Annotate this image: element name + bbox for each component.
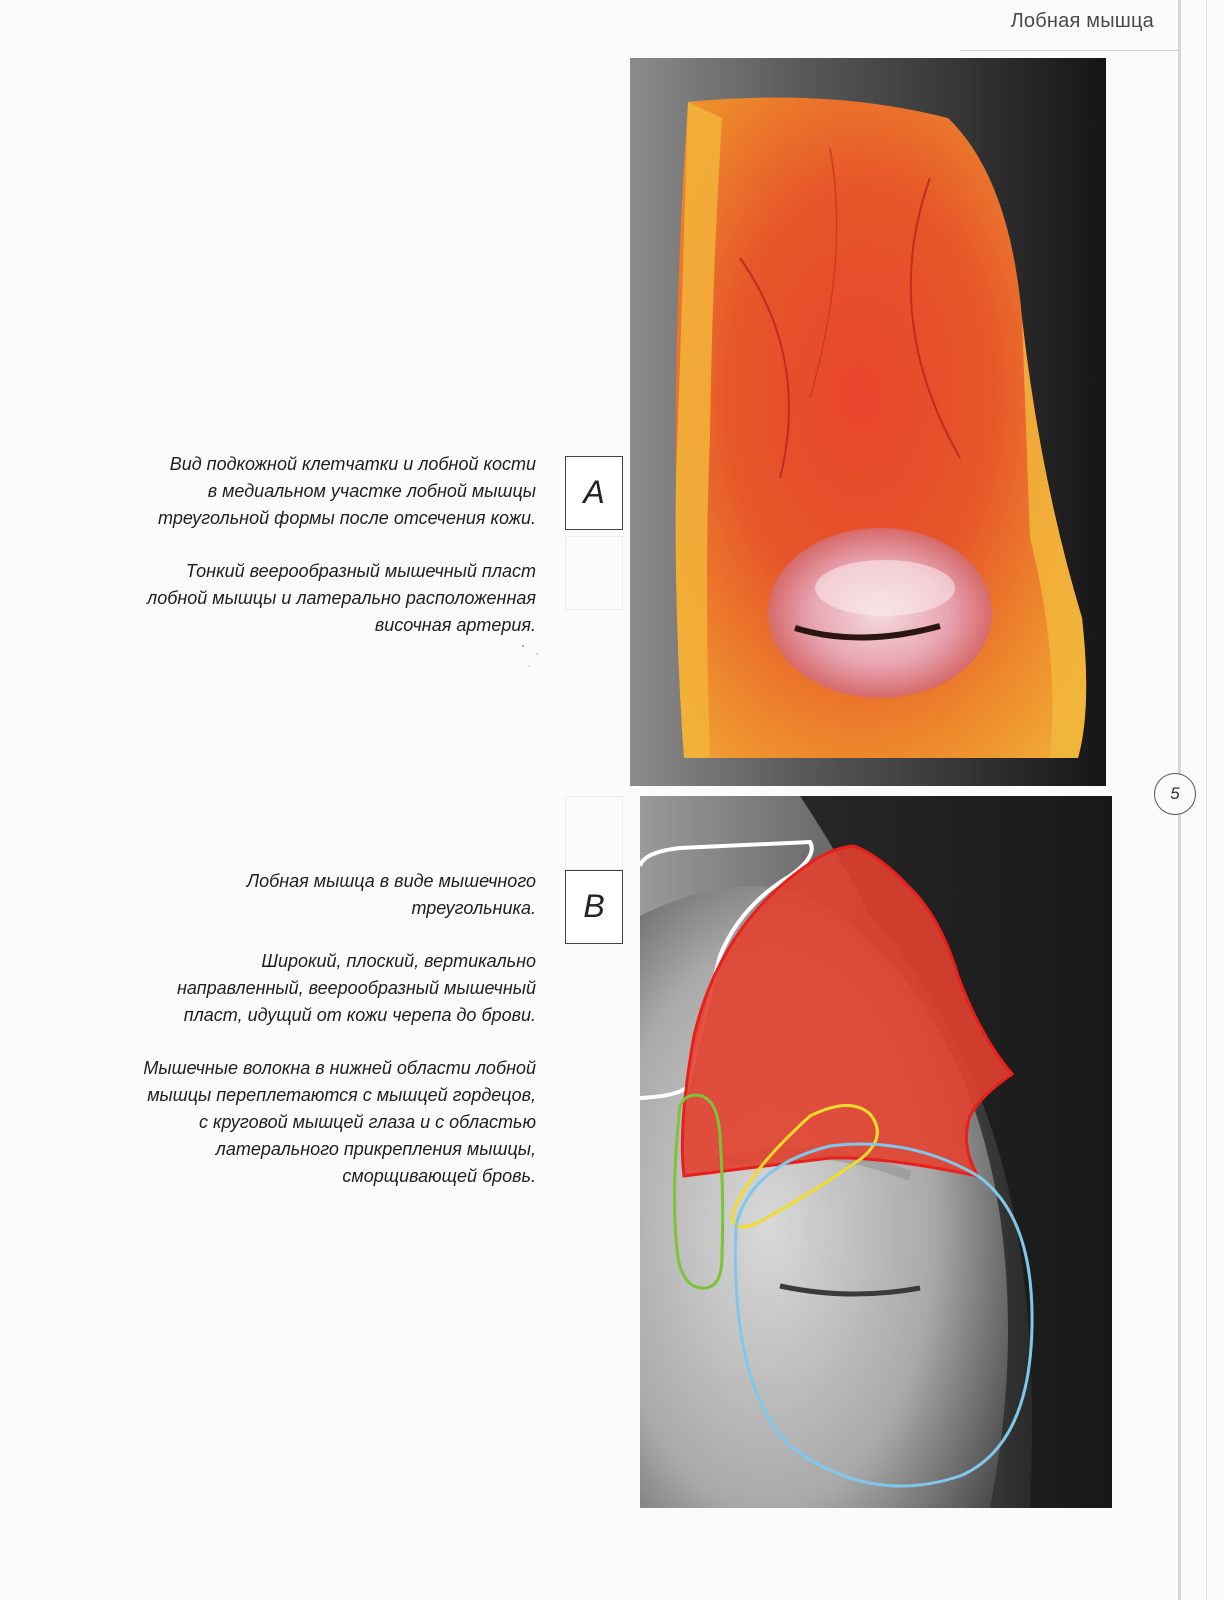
caption-line: с круговой мышцей глаза и с областью bbox=[199, 1112, 536, 1132]
scan-specks bbox=[515, 640, 555, 680]
figure-a-caption-paragraph-2 bbox=[56, 558, 536, 639]
figure-b-photo bbox=[640, 796, 1112, 1508]
speck bbox=[522, 645, 524, 647]
speck bbox=[536, 653, 538, 655]
caption-line: Широкий, плоский, вертикально bbox=[261, 951, 536, 971]
caption-line: направленный, веерообразный мышечный bbox=[176, 978, 536, 998]
figure-a-label: A bbox=[565, 456, 623, 530]
eyelid-highlight bbox=[815, 560, 955, 616]
figure-b-caption bbox=[56, 868, 536, 1216]
caption-line: лобной мышцы и латерально расположенная bbox=[147, 588, 536, 608]
caption-line: Мышечные волокна в нижней области лобной bbox=[143, 1058, 536, 1078]
caption-line: Вид подкожной клетчатки и лобной кости bbox=[169, 454, 536, 474]
page-edge-inner bbox=[1206, 0, 1207, 1600]
caption-line: пласт, идущий от кожи черепа до брови. bbox=[183, 1005, 536, 1025]
figure-a-caption bbox=[56, 451, 536, 665]
figure-b-caption-paragraph-2 bbox=[56, 948, 536, 1029]
header-rule bbox=[960, 50, 1178, 51]
speck bbox=[528, 665, 530, 667]
caption-line: Лобная мышца в виде мышечного bbox=[246, 871, 536, 891]
caption-line: сморщивающей бровь. bbox=[342, 1166, 536, 1186]
figure-a-empty-box bbox=[565, 536, 623, 610]
figure-a-caption-paragraph-1 bbox=[56, 451, 536, 532]
caption-line: височная артерия. bbox=[374, 615, 536, 635]
figure-b-label: B bbox=[565, 870, 623, 944]
figure-b-caption-paragraph-3 bbox=[56, 1055, 536, 1190]
caption-line: треугольника. bbox=[411, 898, 536, 918]
figure-b-empty-box bbox=[565, 796, 623, 870]
figure-b-caption-paragraph-1 bbox=[56, 868, 536, 922]
caption-line: Тонкий веерообразный мышечный пласт bbox=[185, 561, 536, 581]
figure-a-photo bbox=[630, 58, 1106, 786]
page-number: 5 bbox=[1154, 773, 1196, 815]
caption-line: латерального прикрепления мышцы, bbox=[215, 1139, 536, 1159]
caption-line: мышцы переплетаются с мышцей гордецов, bbox=[147, 1085, 536, 1105]
caption-line: треугольной формы после отсечения кожи. bbox=[158, 508, 536, 528]
running-header: Лобная мышца bbox=[1010, 10, 1154, 32]
caption-line: в медиальном участке лобной мышцы bbox=[207, 481, 536, 501]
